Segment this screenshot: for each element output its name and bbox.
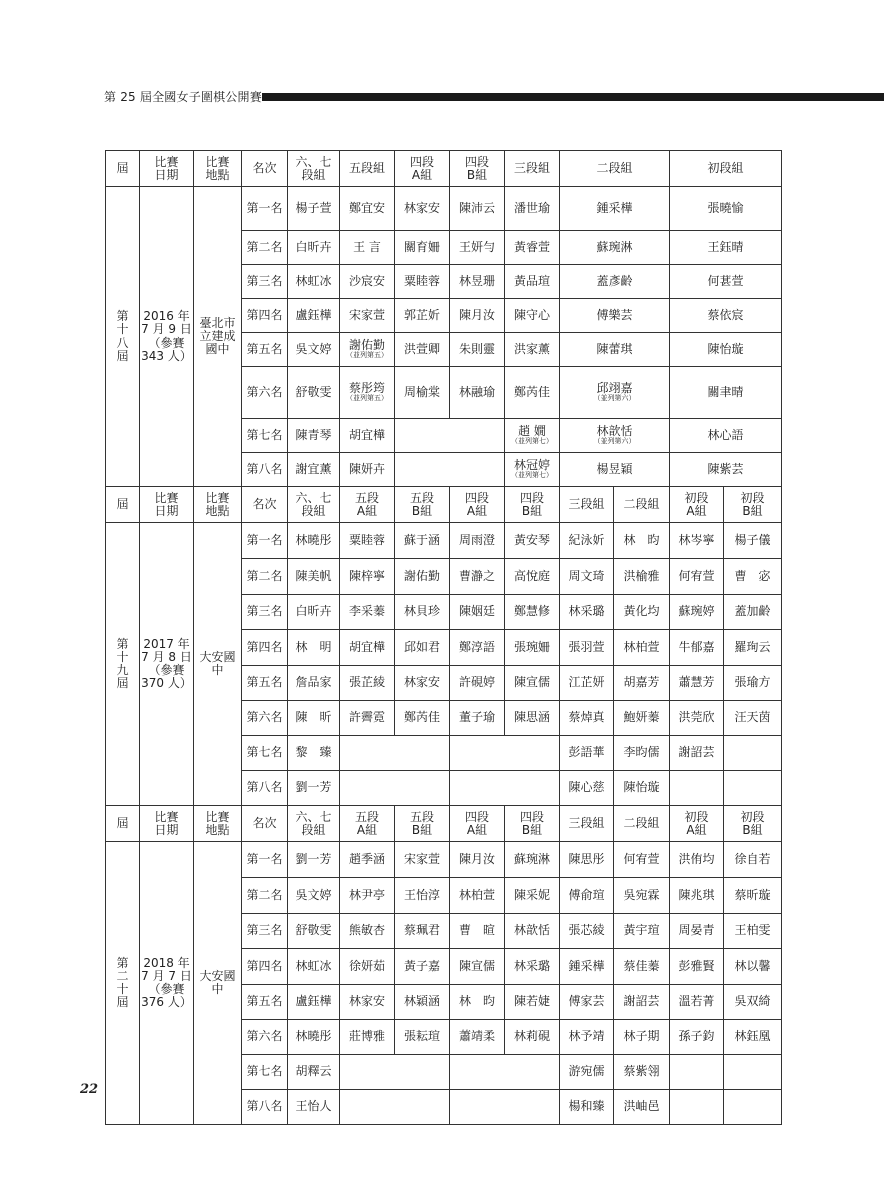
winner-cell: 林采璐 — [505, 949, 560, 985]
winner-cell: 洪家薰 — [505, 333, 560, 367]
winner-cell: 林子期 — [614, 1020, 670, 1055]
winner-cell: 蕭靖柔 — [450, 1020, 505, 1055]
winner-cell: 蘇琬淋 — [560, 231, 670, 265]
winner-cell: 林曉彤 — [288, 523, 340, 559]
winner-cell: 陳月汝 — [450, 299, 505, 333]
winner-cell: 蔡焯真 — [560, 701, 614, 736]
winner-cell: 白昕卉 — [288, 231, 340, 265]
winner-cell: 黃睿萱 — [505, 231, 560, 265]
header-cell: 初段 A組 — [670, 806, 724, 842]
winner-cell: 陳宣儒 — [450, 949, 505, 985]
winner-cell: 詹品家 — [288, 666, 340, 701]
results-table — [105, 150, 782, 1125]
winner-cell: 陳怡璇 — [614, 771, 670, 806]
header-cell: 五段 B組 — [395, 487, 450, 523]
winner-cell: 洪莞欣 — [670, 701, 724, 736]
winner-cell: 陳 昕 — [288, 701, 340, 736]
winner-cell: 宋家萱 — [395, 842, 450, 878]
header-cell: 四段 B組 — [505, 487, 560, 523]
winner-cell: 曹瀞之 — [450, 559, 505, 595]
header-cell: 五段 A組 — [340, 806, 395, 842]
winner-cell: 胡宜樺 — [340, 630, 395, 666]
winner-cell: 朱則靈 — [450, 333, 505, 367]
winner-cell: 粟睦蓉 — [395, 265, 450, 299]
empty-cell — [450, 1090, 560, 1125]
header-title: 第 25 屆全國女子圍棋公開賽 — [104, 89, 262, 104]
winner-cell: 吳双綺 — [724, 985, 782, 1020]
header-cell: 初段 A組 — [670, 487, 724, 523]
winner-cell: 舒敬雯 — [288, 367, 340, 419]
winner-cell: 洪侑均 — [670, 842, 724, 878]
header-cell: 初段組 — [670, 151, 782, 187]
term-cell: 第 十 八 屆 — [106, 187, 140, 487]
header-cell: 屆 — [106, 151, 140, 187]
winner-cell: 盧鈺樺 — [288, 985, 340, 1020]
date-cell: 2016 年 7 月 9 日 （參賽 343 人） — [140, 187, 194, 487]
winner-cell: 莊博雅 — [340, 1020, 395, 1055]
header-cell: 初段 B組 — [724, 487, 782, 523]
header-cell: 三段組 — [505, 151, 560, 187]
winner-cell: 蕭慧芳 — [670, 666, 724, 701]
winner-cell: 羅珣云 — [724, 630, 782, 666]
winner-cell: 王鈺晴 — [670, 231, 782, 265]
winner-cell: 張羽萱 — [560, 630, 614, 666]
header-cell: 六、七 段組 — [288, 806, 340, 842]
winner-cell: 謝詔芸 — [670, 736, 724, 771]
winner-cell: 林歆恬 — [505, 914, 560, 949]
winner-cell: 許硯婷 — [450, 666, 505, 701]
winner-cell: 周榆棠 — [395, 367, 450, 419]
winner-cell: 彭雅賢 — [670, 949, 724, 985]
date-cell: 2017 年 7 月 8 日 （參賽 370 人） — [140, 523, 194, 806]
winner-cell: 周雨澄 — [450, 523, 505, 559]
rank-cell: 第五名 — [242, 333, 288, 367]
winner-cell: 林鈺凰 — [724, 1020, 782, 1055]
winner-cell: 黎 臻 — [288, 736, 340, 771]
empty-cell — [395, 419, 505, 453]
header-cell: 四段 A組 — [395, 151, 450, 187]
header-cell: 三段組 — [560, 806, 614, 842]
winner-cell: 陳心慈 — [560, 771, 614, 806]
rank-cell: 第一名 — [242, 523, 288, 559]
winner-cell: 林心語 — [670, 419, 782, 453]
winner-cell: 陳兆琪 — [670, 878, 724, 914]
winner-cell: 蔡依宸 — [670, 299, 782, 333]
winner-cell: 蔡彤筠 （並列第五） — [340, 367, 395, 419]
rank-cell: 第六名 — [242, 367, 288, 419]
empty-cell — [340, 1090, 450, 1125]
venue-cell: 大安國 中 — [194, 523, 242, 806]
rank-cell: 第六名 — [242, 1020, 288, 1055]
winner-cell: 熊敏杏 — [340, 914, 395, 949]
winner-cell: 鮑妍蓁 — [614, 701, 670, 736]
header-cell: 名次 — [242, 151, 288, 187]
rank-cell: 第三名 — [242, 595, 288, 630]
winner-cell: 黃子嘉 — [395, 949, 450, 985]
header-row — [106, 806, 782, 842]
winner-cell: 劉一芳 — [288, 842, 340, 878]
winner-cell: 李采蓁 — [340, 595, 395, 630]
rank-cell: 第三名 — [242, 914, 288, 949]
winner-cell: 林曉彤 — [288, 1020, 340, 1055]
winner-cell: 楊子萱 — [288, 187, 340, 231]
winner-cell: 郭芷妡 — [395, 299, 450, 333]
winner-cell: 林昱珊 — [450, 265, 505, 299]
winner-cell: 林 明 — [288, 630, 340, 666]
winner-cell: 王怡淳 — [395, 878, 450, 914]
winner-cell: 黃化均 — [614, 595, 670, 630]
winner-cell: 林貝珍 — [395, 595, 450, 630]
winner-cell: 李昀儒 — [614, 736, 670, 771]
empty-cell — [724, 736, 782, 771]
winner-cell: 陳沛云 — [450, 187, 505, 231]
rank-cell: 第三名 — [242, 265, 288, 299]
term-cell: 第 十 九 屆 — [106, 523, 140, 806]
winner-cell: 林予靖 — [560, 1020, 614, 1055]
winner-cell: 吳文婷 — [288, 333, 340, 367]
winner-cell: 許霽霓 — [340, 701, 395, 736]
header-cell: 四段 A組 — [450, 806, 505, 842]
winner-cell: 楊昱穎 — [560, 453, 670, 487]
header-cell: 四段 B組 — [450, 151, 505, 187]
winner-cell: 傅樂芸 — [560, 299, 670, 333]
empty-cell — [340, 1055, 450, 1090]
winner-cell: 謝詔芸 — [614, 985, 670, 1020]
rank-cell: 第八名 — [242, 771, 288, 806]
winner-cell: 陳宣儒 — [505, 666, 560, 701]
header-cell: 名次 — [242, 806, 288, 842]
winner-cell: 陳妍卉 — [340, 453, 395, 487]
winner-cell: 徐妍茹 — [340, 949, 395, 985]
header-cell: 五段組 — [340, 151, 395, 187]
header-rule — [262, 93, 884, 101]
rank-cell: 第四名 — [242, 630, 288, 666]
winner-cell: 趙 嫺 （並列第七） — [505, 419, 560, 453]
header-cell: 六、七 段組 — [288, 151, 340, 187]
winner-cell: 鍾采樺 — [560, 187, 670, 231]
venue-cell: 大安國 中 — [194, 842, 242, 1125]
winner-cell: 楊和臻 — [560, 1090, 614, 1125]
winner-cell: 陳月汝 — [450, 842, 505, 878]
header-cell: 比賽 地點 — [194, 806, 242, 842]
winner-cell: 鄭芮佳 — [505, 367, 560, 419]
rank-cell: 第七名 — [242, 736, 288, 771]
winner-cell: 曹 宓 — [724, 559, 782, 595]
winner-cell: 溫若菁 — [670, 985, 724, 1020]
winner-cell: 邱翊嘉 （並列第六） — [560, 367, 670, 419]
winner-cell: 盧鈺樺 — [288, 299, 340, 333]
empty-cell — [724, 1055, 782, 1090]
winner-cell: 王妍勻 — [450, 231, 505, 265]
winner-cell: 張曉愉 — [670, 187, 782, 231]
winner-cell: 黃安琴 — [505, 523, 560, 559]
winner-cell: 蔡昕璇 — [724, 878, 782, 914]
winner-cell: 胡嘉芳 — [614, 666, 670, 701]
winner-cell: 林家安 — [340, 985, 395, 1020]
header-cell: 二段組 — [614, 806, 670, 842]
header-row — [106, 151, 782, 187]
table-row — [106, 842, 782, 878]
header-row — [106, 487, 782, 523]
winner-cell: 何葚萱 — [670, 265, 782, 299]
winner-cell: 潘世瑜 — [505, 187, 560, 231]
winner-cell: 林穎涵 — [395, 985, 450, 1020]
winner-cell: 董子瑜 — [450, 701, 505, 736]
winner-cell: 王怡人 — [288, 1090, 340, 1125]
winner-cell: 林岑寧 — [670, 523, 724, 559]
winner-cell: 王 言 — [340, 231, 395, 265]
rank-cell: 第六名 — [242, 701, 288, 736]
header-cell: 四段 A組 — [450, 487, 505, 523]
winner-cell: 胡釋云 — [288, 1055, 340, 1090]
winner-cell: 舒敬雯 — [288, 914, 340, 949]
winner-cell: 陳青琴 — [288, 419, 340, 453]
winner-cell: 鍾采樺 — [560, 949, 614, 985]
winner-cell: 曹 暄 — [450, 914, 505, 949]
winner-cell: 鄭宜安 — [340, 187, 395, 231]
winner-cell: 蓋彥齡 — [560, 265, 670, 299]
winner-cell: 牛郁嘉 — [670, 630, 724, 666]
tie-note: （並列第六） — [593, 394, 636, 403]
winner-cell: 林尹亭 — [340, 878, 395, 914]
winner-cell: 關育姍 — [395, 231, 450, 265]
winner-cell: 邱如君 — [395, 630, 450, 666]
empty-cell — [340, 736, 450, 771]
winner-cell: 蔡佳蓁 — [614, 949, 670, 985]
winner-cell: 陳怡璇 — [670, 333, 782, 367]
header-cell: 屆 — [106, 487, 140, 523]
empty-cell — [450, 1055, 560, 1090]
header-cell: 二段組 — [614, 487, 670, 523]
winner-cell: 黃宇瑄 — [614, 914, 670, 949]
winner-cell: 白昕卉 — [288, 595, 340, 630]
results-body — [106, 151, 782, 1125]
table-row — [106, 187, 782, 231]
winner-cell: 林家安 — [395, 666, 450, 701]
rank-cell: 第二名 — [242, 559, 288, 595]
rank-cell: 第五名 — [242, 985, 288, 1020]
winner-cell: 周文琦 — [560, 559, 614, 595]
winner-cell: 林莉硯 — [505, 1020, 560, 1055]
header-cell: 五段 B組 — [395, 806, 450, 842]
winner-cell: 蘇琬淋 — [505, 842, 560, 878]
winner-cell: 陳紫芸 — [670, 453, 782, 487]
venue-cell: 臺北市 立建成 國中 — [194, 187, 242, 487]
rank-cell: 第七名 — [242, 1055, 288, 1090]
winner-cell: 林家安 — [395, 187, 450, 231]
winner-cell: 陳梓寧 — [340, 559, 395, 595]
empty-cell — [670, 771, 724, 806]
rank-cell: 第四名 — [242, 299, 288, 333]
winner-cell: 孫子鈞 — [670, 1020, 724, 1055]
empty-cell — [724, 1090, 782, 1125]
winner-cell: 紀泳妡 — [560, 523, 614, 559]
winner-cell: 傅家芸 — [560, 985, 614, 1020]
header-cell: 比賽 地點 — [194, 487, 242, 523]
winner-cell: 謝宜薰 — [288, 453, 340, 487]
winner-cell: 彭語華 — [560, 736, 614, 771]
winner-cell: 張芯綾 — [560, 914, 614, 949]
winner-cell: 黃品瑄 — [505, 265, 560, 299]
winner-cell: 陳若婕 — [505, 985, 560, 1020]
rank-cell: 第八名 — [242, 453, 288, 487]
winner-cell: 鄭芮佳 — [395, 701, 450, 736]
winner-cell: 蔡紫翎 — [614, 1055, 670, 1090]
winner-cell: 關聿晴 — [670, 367, 782, 419]
rank-cell: 第七名 — [242, 419, 288, 453]
winner-cell: 林 昀 — [450, 985, 505, 1020]
winner-cell: 林柏萱 — [450, 878, 505, 914]
winner-cell: 王柏雯 — [724, 914, 782, 949]
winner-cell: 陳守心 — [505, 299, 560, 333]
winner-cell: 張瑜方 — [724, 666, 782, 701]
winner-cell: 宋家萱 — [340, 299, 395, 333]
header-cell: 六、七 段組 — [288, 487, 340, 523]
winner-cell: 鄭淳語 — [450, 630, 505, 666]
header-cell: 比賽 日期 — [140, 151, 194, 187]
winner-cell: 鄭慧修 — [505, 595, 560, 630]
winner-cell: 林以馨 — [724, 949, 782, 985]
winner-cell: 洪萱卿 — [395, 333, 450, 367]
winner-cell: 蘇琬婷 — [670, 595, 724, 630]
empty-cell — [670, 1090, 724, 1125]
winner-cell: 林冠婷 （並列第七） — [505, 453, 560, 487]
winner-cell: 陳姻廷 — [450, 595, 505, 630]
rank-cell: 第一名 — [242, 842, 288, 878]
winner-cell: 張芷綾 — [340, 666, 395, 701]
winner-cell: 謝佑勤 （並列第五） — [340, 333, 395, 367]
winner-cell: 洪榆雅 — [614, 559, 670, 595]
winner-cell: 林采璐 — [560, 595, 614, 630]
winner-cell: 林歆恬 （並列第六） — [560, 419, 670, 453]
rank-cell: 第二名 — [242, 878, 288, 914]
winner-cell: 游宛儒 — [560, 1055, 614, 1090]
term-cell: 第 二 十 屆 — [106, 842, 140, 1125]
winner-cell: 陳美帆 — [288, 559, 340, 595]
winner-cell: 陳采妮 — [505, 878, 560, 914]
rank-cell: 第四名 — [242, 949, 288, 985]
header-cell: 四段 B組 — [505, 806, 560, 842]
winner-cell: 陳思彤 — [560, 842, 614, 878]
winner-cell: 吳文婷 — [288, 878, 340, 914]
empty-cell — [395, 453, 505, 487]
header-cell: 比賽 地點 — [194, 151, 242, 187]
rank-cell: 第二名 — [242, 231, 288, 265]
winner-cell: 蔡珮君 — [395, 914, 450, 949]
winner-cell: 林虹冰 — [288, 949, 340, 985]
winner-cell: 林虹冰 — [288, 265, 340, 299]
page-number: 22 — [80, 1082, 99, 1097]
winner-cell: 林柏萱 — [614, 630, 670, 666]
winner-cell: 周晏青 — [670, 914, 724, 949]
winner-cell: 劉一芳 — [288, 771, 340, 806]
empty-cell — [340, 771, 450, 806]
winner-cell: 沙宸安 — [340, 265, 395, 299]
winner-cell: 張琬姍 — [505, 630, 560, 666]
winner-cell: 謝佑勤 — [395, 559, 450, 595]
winner-cell: 蘇于涵 — [395, 523, 450, 559]
page-header — [104, 88, 262, 104]
winner-cell: 陳蕾琪 — [560, 333, 670, 367]
table-row — [106, 523, 782, 559]
header-cell: 比賽 日期 — [140, 487, 194, 523]
winner-cell: 陳思涵 — [505, 701, 560, 736]
winner-cell: 趙季涵 — [340, 842, 395, 878]
tie-note: （並列第五） — [346, 394, 388, 403]
header-cell: 初段 B組 — [724, 806, 782, 842]
tie-note: （並列第五） — [346, 351, 388, 360]
empty-cell — [450, 736, 560, 771]
winner-cell: 吳宛霖 — [614, 878, 670, 914]
header-cell: 比賽 日期 — [140, 806, 194, 842]
rank-cell: 第八名 — [242, 1090, 288, 1125]
winner-cell: 蓋加齡 — [724, 595, 782, 630]
header-cell: 五段 A組 — [340, 487, 395, 523]
winner-cell: 何宥萱 — [670, 559, 724, 595]
rank-cell: 第一名 — [242, 187, 288, 231]
header-cell: 名次 — [242, 487, 288, 523]
winner-cell: 楊子儀 — [724, 523, 782, 559]
winner-cell: 洪岫邑 — [614, 1090, 670, 1125]
tie-note: （並列第七） — [511, 471, 553, 480]
winner-cell: 張耘瑄 — [395, 1020, 450, 1055]
date-cell: 2018 年 7 月 7 日 （參賽 376 人） — [140, 842, 194, 1125]
winner-cell: 何宥萱 — [614, 842, 670, 878]
header-cell: 三段組 — [560, 487, 614, 523]
winner-cell: 粟睦蓉 — [340, 523, 395, 559]
winner-cell: 林融瑜 — [450, 367, 505, 419]
winner-cell: 汪天茵 — [724, 701, 782, 736]
header-cell: 屆 — [106, 806, 140, 842]
winner-cell: 江芷妍 — [560, 666, 614, 701]
rank-cell: 第五名 — [242, 666, 288, 701]
winner-cell: 徐自若 — [724, 842, 782, 878]
winner-cell: 胡宜樺 — [340, 419, 395, 453]
winner-cell: 傅俞瑄 — [560, 878, 614, 914]
empty-cell — [724, 771, 782, 806]
header-cell: 二段組 — [560, 151, 670, 187]
empty-cell — [670, 1055, 724, 1090]
tie-note: （並列第七） — [511, 437, 553, 446]
empty-cell — [450, 771, 560, 806]
winner-cell: 高悅庭 — [505, 559, 560, 595]
tie-note: （並列第六） — [593, 437, 636, 446]
winner-cell: 林 昀 — [614, 523, 670, 559]
